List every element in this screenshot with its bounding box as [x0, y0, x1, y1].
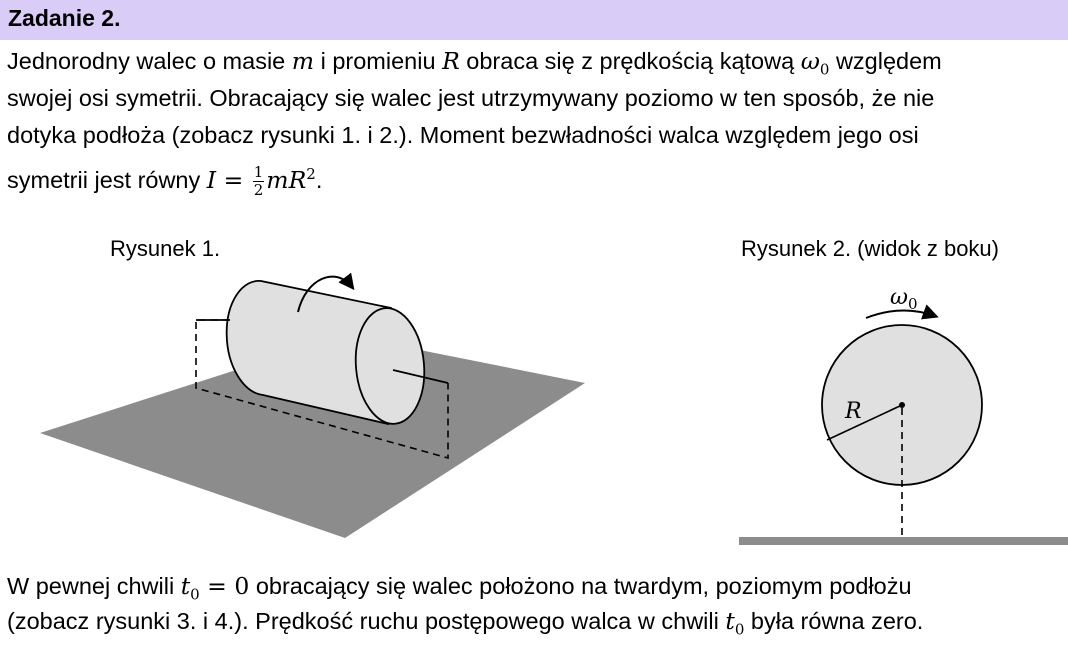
- var-R: R: [442, 47, 460, 75]
- t-subscript: 0: [734, 620, 745, 639]
- text-span: względem: [829, 48, 942, 74]
- exponent-2: 2: [306, 165, 316, 183]
- figure-2: [739, 285, 1068, 545]
- text-span: obracający się walec położono na twardym, poziomym podłożu: [249, 573, 912, 599]
- intro-line-2: swojej osi symetrii. Obracający się walec jest utrzymywany poziomo w ten sposób, że nie: [7, 85, 935, 111]
- text-span: symetrii jest równy: [7, 166, 207, 193]
- text-span: obraca się z prędkością kątową: [459, 48, 801, 74]
- omega-arrow-icon: [866, 310, 935, 318]
- var-t: t: [725, 607, 735, 635]
- task-title: Zadanie 2.: [8, 5, 121, 31]
- text-span: .: [315, 166, 323, 193]
- intro-line-3: dotyka podłoża (zobacz rysunki 1. i 2.). Moment bezwładności walca względem jego osi: [7, 122, 919, 148]
- omega-label: [890, 285, 918, 313]
- ground-line: [739, 537, 1068, 545]
- text-span: (zobacz rysunki 3. i 4.). Prędkość ruchu postępowego walca w chwili: [7, 608, 726, 634]
- equals-zero: = 0: [199, 572, 250, 600]
- var-I: I: [206, 165, 217, 194]
- formula-mR: mR: [266, 165, 307, 194]
- omega-subscript: 0: [819, 60, 830, 79]
- t-subscript: 0: [190, 585, 200, 604]
- figure-1-caption: Rysunek 1.: [110, 236, 221, 261]
- omega-label-subscript: 0: [907, 295, 918, 313]
- omega-symbol: ω: [890, 285, 908, 310]
- text-span: była równa zero.: [744, 608, 924, 634]
- text-span: W pewnej chwili: [7, 573, 181, 599]
- outro-line-2: [7, 603, 923, 649]
- fraction-denominator: 2: [253, 181, 264, 200]
- var-t: t: [180, 572, 191, 600]
- text-span: Jednorodny walec o masie: [7, 48, 292, 74]
- figure-1: [40, 277, 585, 538]
- center-point: [899, 402, 905, 408]
- fraction-numerator: 1: [253, 163, 264, 182]
- text-span: i promieniu: [314, 48, 443, 74]
- radius-label: R: [845, 399, 862, 424]
- figure-2-caption: Rysunek 2. (widok z boku): [741, 236, 999, 261]
- equals-sign: =: [216, 165, 251, 194]
- var-omega: ω: [800, 47, 820, 75]
- var-m: m: [291, 47, 315, 75]
